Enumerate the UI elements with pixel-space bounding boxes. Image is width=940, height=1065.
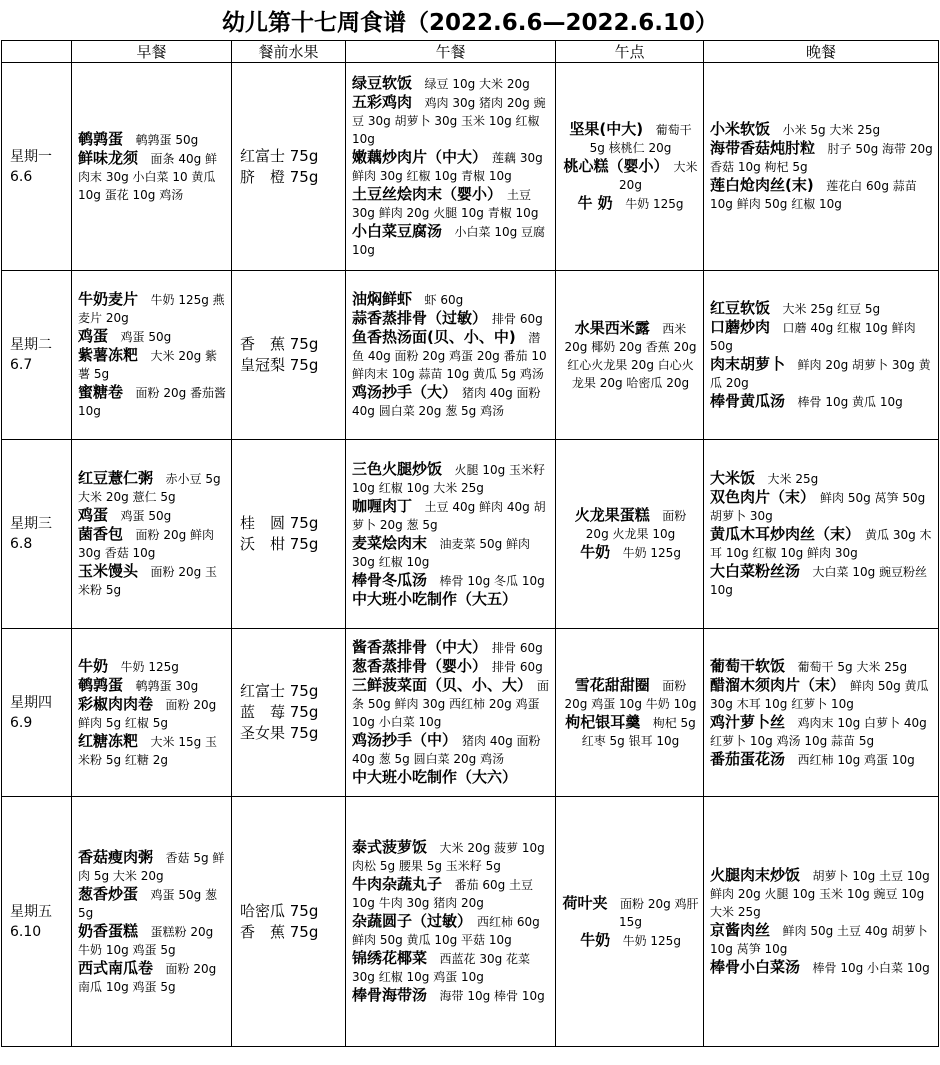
dinner-ingredients: 大米 25g	[767, 472, 819, 486]
breakfast-dish-name: 鹌鹑蛋	[78, 675, 124, 694]
dinner-item	[710, 488, 934, 525]
dinner-ingredients: 小米 5g 大米 25g	[782, 123, 881, 137]
lunch-ingredients: 鸡肉 30g 猪肉 20g 豌豆 30g 胡萝卜 30g 玉米 10g 红椒 10g	[352, 96, 546, 146]
breakfast-dish-name: 红豆薏仁粥	[78, 469, 154, 487]
breakfast-item	[78, 525, 227, 562]
dinner-item	[710, 392, 934, 411]
dinner-dish-name: 大白菜粉丝汤	[710, 562, 801, 580]
lunch-dish-name: 杂蔬圆子（过敏）	[352, 912, 465, 930]
dinner-ingredients: 棒骨 10g 黄瓜 10g	[797, 395, 903, 409]
breakfast-dish-name: 葱香炒蛋	[78, 884, 139, 903]
snack-item	[562, 931, 699, 950]
breakfast-dish-name: 牛奶麦片	[78, 290, 139, 308]
date-label: 6.6	[10, 168, 33, 185]
weekday-label: 星期五	[10, 903, 52, 920]
breakfast-dish-name: 牛奶	[78, 656, 109, 675]
breakfast-item	[78, 469, 227, 506]
lunch-dish-name: 棒骨冬瓜汤	[352, 570, 428, 589]
snack-item	[562, 157, 699, 194]
dinner-dish-name: 葡萄干软饭	[710, 656, 786, 675]
lunch-dish-name: 牛肉杂蔬丸子	[352, 875, 443, 893]
day-row	[2, 63, 939, 271]
lunch-item	[352, 657, 551, 676]
breakfast-item	[78, 676, 227, 695]
snack-cell	[556, 797, 704, 1047]
breakfast-ingredients: 面粉 20g 玉米粉 5g	[78, 565, 218, 597]
lunch-item	[352, 768, 551, 787]
dinner-cell	[704, 63, 939, 271]
dinner-cell	[704, 440, 939, 629]
lunch-ingredients: 排骨 60g	[492, 660, 543, 674]
snack-dish-name: 牛奶	[580, 543, 611, 561]
lunch-ingredients: 油麦菜 50g 鲜肉 30g 红椒 10g	[352, 536, 531, 569]
fruit-item: 皇冠梨 75g	[240, 356, 319, 374]
header-lunch: 午餐	[346, 41, 556, 63]
date-label: 6.9	[10, 714, 33, 731]
lunch-item	[352, 148, 551, 185]
dinner-ingredients: 黄瓜 30g 木耳 10g 红椒 10g 鲜肉 30g	[710, 528, 932, 560]
breakfast-ingredients: 大米 20g 紫薯 5g	[78, 349, 218, 381]
lunch-ingredients: 土豆 40g 鲜肉 40g 胡萝卜 20g 葱 5g	[352, 499, 546, 532]
dinner-item	[710, 176, 934, 213]
snack-dish-name: 牛 奶	[577, 194, 613, 212]
day-cell	[2, 629, 72, 797]
dinner-item	[710, 921, 934, 958]
breakfast-ingredients: 大米 15g 玉米粉 5g 红糖 2g	[78, 734, 218, 767]
dinner-dish-name: 莲白炝肉丝(末)	[710, 176, 814, 194]
lunch-ingredients: 虾 60g	[424, 293, 464, 307]
lunch-ingredients: 猪肉 40g 面粉 40g 葱 5g 圆白菜 20g 鸡汤	[352, 734, 541, 766]
lunch-ingredients: 猪肉 40g 面粉 40g 圆白菜 20g 葱 5g 鸡汤	[352, 386, 541, 418]
lunch-dish-name: 嫩藕炒肉片（中大）	[352, 148, 480, 166]
snack-dish-name: 枸杞银耳羹	[565, 712, 641, 731]
breakfast-ingredients: 鸡蛋 50g 葱 5g	[78, 887, 218, 920]
dinner-item	[710, 676, 934, 713]
lunch-cell	[346, 63, 556, 271]
lunch-item	[352, 838, 551, 875]
breakfast-item	[78, 290, 227, 327]
breakfast-ingredients: 面粉 20g 番茄酱 10g	[78, 386, 227, 418]
header-snack: 午点	[556, 41, 704, 63]
snack-dish-name: 火龙果蛋糕	[574, 506, 650, 524]
lunch-cell	[346, 797, 556, 1047]
breakfast-dish-name: 奶香蛋糕	[78, 921, 139, 940]
lunch-item	[352, 571, 551, 590]
dinner-ingredients: 鲜肉 50g 黄瓜 30g 木耳 10g 红萝卜 10g	[710, 678, 929, 711]
date-label: 6.7	[10, 357, 33, 373]
dinner-dish-name: 大米饭	[710, 469, 756, 487]
breakfast-dish-name: 鸡蛋	[78, 327, 109, 345]
lunch-item	[352, 290, 551, 309]
dinner-cell	[704, 629, 939, 797]
date-label: 6.10	[10, 923, 42, 940]
dinner-item	[710, 866, 934, 921]
breakfast-item	[78, 562, 227, 599]
header-fruit: 餐前水果	[232, 41, 346, 63]
breakfast-item	[78, 695, 227, 732]
lunch-dish-name: 咖喱肉丁	[352, 496, 413, 515]
snack-ingredients: 葡萄干 5g 核桃仁 20g	[589, 123, 692, 155]
dinner-ingredients: 鲜肉 20g 胡萝卜 30g 黄瓜 20g	[710, 358, 931, 390]
lunch-dish-name: 麦菜烩肉末	[352, 533, 428, 552]
lunch-ingredients: 棒骨 10g 冬瓜 10g	[439, 573, 545, 588]
lunch-item	[352, 93, 551, 148]
dinner-dish-name: 火腿肉末炒饭	[710, 866, 801, 884]
snack-cell	[556, 271, 704, 440]
dinner-item	[710, 657, 934, 676]
lunch-item	[352, 638, 551, 657]
day-row	[2, 797, 939, 1047]
dinner-item	[710, 120, 934, 139]
dinner-ingredients: 肘子 50g 海带 20g 香菇 10g 枸杞 5g	[710, 142, 933, 174]
breakfast-dish-name: 紫薯冻粑	[78, 346, 139, 364]
fruit-item: 脐 橙 75g	[240, 167, 319, 186]
breakfast-ingredients: 香菇 5g 鲜肉 5g 大米 20g	[78, 850, 225, 883]
breakfast-item	[78, 149, 227, 204]
lunch-item	[352, 534, 551, 571]
breakfast-dish-name: 西式南瓜卷	[78, 958, 154, 977]
snack-cell	[556, 63, 704, 271]
snack-ingredients: 面粉 20g 火龙果 10g	[585, 509, 687, 541]
breakfast-dish-name: 鹌鹑蛋	[78, 129, 124, 148]
lunch-ingredients: 绿豆 10g 大米 20g	[424, 77, 530, 91]
fruit-item: 香 蕉 75g	[240, 922, 319, 941]
snack-dish-name: 雪花甜甜圈	[574, 675, 650, 694]
lunch-ingredients: 西蓝花 30g 花菜 30g 红椒 10g 鸡蛋 10g	[352, 952, 531, 984]
lunch-item	[352, 185, 551, 222]
snack-item	[562, 543, 699, 562]
weekday-label: 星期三	[10, 516, 52, 532]
snack-ingredients: 面粉 20g 鸡肝 15g	[619, 896, 699, 929]
breakfast-ingredients: 蛋糕粉 20g 牛奶 10g 鸡蛋 5g	[78, 924, 214, 957]
dinner-dish-name: 红豆软饭	[710, 299, 771, 317]
fruit-cell	[232, 629, 346, 797]
lunch-item	[352, 986, 551, 1005]
breakfast-item	[78, 657, 227, 676]
breakfast-cell	[72, 797, 232, 1047]
breakfast-dish-name: 香菇瘦肉粥	[78, 847, 154, 866]
breakfast-cell	[72, 63, 232, 271]
lunch-cell	[346, 629, 556, 797]
lunch-ingredients: 土豆 30g 鲜肉 20g 火腿 10g 青椒 10g	[352, 188, 539, 220]
breakfast-ingredients: 赤小豆 5g 大米 20g 薏仁 5g	[78, 472, 221, 504]
dinner-item	[710, 750, 934, 769]
dinner-dish-name: 双色肉片（末）	[710, 488, 808, 506]
fruit-item: 桂 圆 75g	[240, 514, 319, 532]
lunch-cell	[346, 271, 556, 440]
snack-item	[562, 194, 699, 213]
lunch-ingredients: 莲藕 30g 鲜肉 30g 红椒 10g 青椒 10g	[352, 151, 543, 183]
header-breakfast: 早餐	[72, 41, 232, 63]
lunch-item	[352, 328, 551, 383]
breakfast-dish-name: 菌香包	[78, 525, 124, 543]
breakfast-cell	[72, 440, 232, 629]
lunch-ingredients: 小白菜 10g 豆腐 10g	[352, 225, 546, 257]
breakfast-item	[78, 848, 227, 885]
breakfast-item	[78, 885, 227, 922]
day-row	[2, 440, 939, 629]
menu-table	[1, 40, 939, 1047]
dinner-ingredients: 西红柿 10g 鸡蛋 10g	[797, 752, 915, 767]
breakfast-ingredients: 牛奶 125g	[120, 659, 179, 674]
lunch-ingredients: 火腿 10g 玉米籽 10g 红椒 10g 大米 25g	[352, 462, 546, 495]
breakfast-item	[78, 922, 227, 959]
dinner-dish-name: 小米软饭	[710, 120, 771, 138]
snack-ingredients: 大米 20g	[619, 160, 698, 192]
lunch-item	[352, 590, 551, 609]
breakfast-dish-name: 蜜糖卷	[78, 383, 124, 401]
breakfast-cell	[72, 271, 232, 440]
dinner-dish-name: 肉末胡萝卜	[710, 355, 786, 373]
snack-ingredients: 牛奶 125g	[625, 197, 684, 211]
fruit-item: 蓝 莓 75g	[240, 703, 319, 721]
dinner-ingredients: 鸡肉末 10g 白萝卜 40g 红萝卜 10g 鸡汤 10g 蒜苗 5g	[710, 715, 927, 748]
breakfast-dish-name: 鲜味龙须	[78, 148, 139, 167]
fruit-item: 沃 柑 75g	[240, 535, 319, 553]
day-cell	[2, 797, 72, 1047]
breakfast-ingredients: 鹌鹑蛋 50g	[135, 132, 199, 147]
lunch-item	[352, 383, 551, 420]
snack-dish-name: 桃心糕（婴小）	[563, 157, 661, 175]
fruit-item: 圣女果 75g	[240, 724, 319, 742]
snack-dish-name: 水果西米露	[574, 318, 650, 337]
weekday-label: 星期一	[10, 148, 52, 165]
dinner-ingredients: 口蘑 40g 红椒 10g 鲜肉 50g	[710, 321, 916, 353]
page-title: 幼儿第十七周食谱（2022.6.6—2022.6.10）	[222, 10, 718, 36]
lunch-dish-name: 鸡汤抄手（大）	[352, 383, 450, 401]
breakfast-dish-name: 红糖冻粑	[78, 731, 139, 750]
lunch-item	[352, 74, 551, 93]
snack-ingredients: 枸杞 5g 红枣 5g 银耳 10g	[581, 715, 696, 748]
snack-ingredients: 西米 20g 椰奶 20g 香蕉 20g 红心火龙果 20g 白心火龙果 20g 哈密瓜 20g	[564, 321, 697, 390]
fruit-item: 香 蕉 75g	[240, 335, 319, 353]
day-cell	[2, 440, 72, 629]
lunch-ingredients: 大米 20g 菠萝 10g 肉松 5g 腰果 5g 玉米籽 5g	[352, 841, 545, 873]
header-day	[2, 41, 72, 63]
dinner-item	[710, 139, 934, 176]
lunch-item	[352, 460, 551, 497]
breakfast-ingredients: 鹌鹑蛋 30g	[135, 678, 199, 693]
dinner-ingredients: 胡萝卜 10g 土豆 10g 鲜肉 20g 火腿 10g 玉米 10g 豌豆 10g 大米 25g	[710, 869, 930, 919]
fruit-cell	[232, 271, 346, 440]
lunch-dish-name: 土豆丝烩肉末（婴小）	[352, 185, 495, 203]
snack-item	[562, 120, 699, 157]
lunch-ingredients: 面条 50g 鲜肉 30g 西红柿 20g 鸡蛋 10g 小白菜 10g	[352, 679, 550, 729]
lunch-ingredients: 西红柿 60g 鲜肉 50g 黄瓜 10g 平菇 10g	[352, 915, 540, 947]
dinner-cell	[704, 797, 939, 1047]
dinner-item	[710, 299, 934, 318]
dinner-ingredients: 棒骨 10g 小白菜 10g	[812, 961, 930, 975]
lunch-dish-name: 鸡汤抄手（中）	[352, 731, 450, 749]
day-row	[2, 629, 939, 797]
day-row	[2, 271, 939, 440]
dinner-dish-name: 番茄蛋花汤	[710, 749, 786, 768]
weekday-label: 星期四	[10, 694, 52, 711]
fruit-cell	[232, 797, 346, 1047]
lunch-ingredients: 排骨 60g	[492, 641, 543, 655]
breakfast-cell	[72, 629, 232, 797]
dinner-dish-name: 棒骨黄瓜汤	[710, 392, 786, 410]
day-cell	[2, 271, 72, 440]
breakfast-ingredients: 鸡蛋 50g	[120, 509, 172, 523]
dinner-cell	[704, 271, 939, 440]
lunch-dish-name: 三鲜菠菜面（贝、小、大）	[352, 676, 525, 694]
dinner-dish-name: 口蘑炒肉	[710, 318, 771, 336]
dinner-ingredients: 鲜肉 50g 土豆 40g 胡萝卜 10g 莴笋 10g	[710, 924, 928, 956]
dinner-item	[710, 469, 934, 488]
breakfast-ingredients: 鸡蛋 50g	[120, 330, 172, 344]
lunch-dish-name: 蒜香蒸排骨（过敏）	[352, 309, 480, 327]
dinner-dish-name: 海带香菇炖肘粒	[710, 139, 816, 157]
breakfast-item	[78, 506, 227, 525]
breakfast-item	[78, 346, 227, 383]
breakfast-ingredients: 面条 40g 鲜肉末 30g 小白菜 10 黄瓜 10g 蛋花 10g 鸡汤	[78, 151, 218, 202]
lunch-dish-name: 绿豆软饭	[352, 74, 413, 92]
breakfast-ingredients: 牛奶 125g 燕麦片 20g	[78, 293, 225, 325]
dinner-ingredients: 大米 25g 红豆 5g	[782, 302, 881, 316]
lunch-ingredients: 番茄 60g 土豆 10g 牛肉 30g 猪肉 20g	[352, 878, 534, 910]
lunch-item	[352, 309, 551, 328]
snack-item	[562, 506, 699, 543]
lunch-dish-name: 泰式菠萝饭	[352, 838, 428, 856]
dinner-ingredients: 莲花白 60g 蒜苗 10g 鲜肉 50g 红椒 10g	[710, 179, 917, 211]
lunch-dish-name: 油焖鲜虾	[352, 290, 413, 308]
lunch-ingredients: 排骨 60g	[492, 312, 543, 326]
snack-item	[562, 676, 699, 713]
dinner-dish-name: 黄瓜木耳炒肉丝（末）	[710, 525, 853, 543]
breakfast-dish-name: 彩椒肉肉卷	[78, 694, 154, 713]
dinner-item	[710, 562, 934, 599]
fruit-item: 红富士 75g	[240, 682, 319, 700]
fruit-cell	[232, 63, 346, 271]
date-label: 6.8	[10, 536, 33, 552]
lunch-item	[352, 497, 551, 534]
snack-dish-name: 荷叶夹	[562, 893, 608, 912]
breakfast-item	[78, 732, 227, 769]
lunch-dish-name: 中大班小吃制作（大六）	[352, 768, 518, 786]
lunch-dish-name: 葱香蒸排骨（婴小）	[352, 657, 480, 675]
lunch-dish-name: 五彩鸡肉	[352, 93, 413, 111]
dinner-dish-name: 京酱肉丝	[710, 921, 771, 939]
header-row	[2, 41, 939, 63]
weekday-label: 星期二	[10, 337, 52, 353]
snack-ingredients: 面粉 20g 鸡蛋 10g 牛奶 10g	[564, 678, 697, 711]
dinner-item	[710, 713, 934, 750]
fruit-item: 哈密瓜 75g	[240, 901, 319, 920]
snack-item	[562, 319, 699, 392]
snack-dish-name: 坚果(中大)	[569, 120, 644, 138]
breakfast-item	[78, 383, 227, 420]
lunch-item	[352, 222, 551, 259]
dinner-ingredients: 鲜肉 50g 莴笋 50g 胡萝卜 30g	[710, 491, 926, 523]
dinner-item	[710, 355, 934, 392]
fruit-cell	[232, 440, 346, 629]
dinner-ingredients: 葡萄干 5g 大米 25g	[797, 659, 908, 674]
lunch-dish-name: 三色火腿炒饭	[352, 459, 443, 478]
dinner-dish-name: 棒骨小白菜汤	[710, 958, 801, 976]
breakfast-ingredients: 面粉 20g 南瓜 10g 鸡蛋 5g	[78, 961, 217, 994]
snack-cell	[556, 629, 704, 797]
lunch-ingredients: 潜鱼 40g 面粉 20g 鸡蛋 20g 番茄 10 鲜肉末 10g 蒜苗 10g 黄瓜 5g 鸡汤	[352, 331, 547, 381]
breakfast-item	[78, 959, 227, 996]
dinner-item	[710, 525, 934, 562]
lunch-cell	[346, 440, 556, 629]
lunch-dish-name: 锦绣花椰菜	[352, 949, 428, 967]
lunch-dish-name: 小白菜豆腐汤	[352, 222, 443, 240]
dinner-dish-name: 鸡汁萝卜丝	[710, 712, 786, 731]
snack-dish-name: 牛奶	[580, 930, 611, 949]
dinner-item	[710, 318, 934, 355]
snack-ingredients: 牛奶 125g	[622, 933, 681, 948]
lunch-dish-name: 鱼香热汤面(贝、小、中)	[352, 328, 516, 346]
breakfast-ingredients: 面粉 20g 鲜肉 5g 红椒 5g	[78, 697, 217, 730]
lunch-item	[352, 875, 551, 912]
lunch-dish-name: 棒骨海带汤	[352, 986, 428, 1004]
lunch-item	[352, 912, 551, 949]
breakfast-item	[78, 130, 227, 149]
day-cell	[2, 63, 72, 271]
header-dinner: 晚餐	[704, 41, 939, 63]
fruit-item: 红富士 75g	[240, 146, 319, 165]
lunch-item	[352, 676, 551, 731]
breakfast-dish-name: 玉米馒头	[78, 562, 139, 580]
snack-item	[562, 713, 699, 750]
dinner-item	[710, 958, 934, 977]
lunch-ingredients: 海带 10g 棒骨 10g	[439, 989, 545, 1003]
breakfast-item	[78, 327, 227, 346]
lunch-dish-name: 酱香蒸排骨（中大）	[352, 638, 480, 656]
dinner-dish-name: 醋溜木须肉片（末）	[710, 675, 838, 694]
lunch-item	[352, 949, 551, 986]
snack-cell	[556, 440, 704, 629]
snack-ingredients: 牛奶 125g	[622, 546, 681, 560]
lunch-dish-name: 中大班小吃制作（大五）	[352, 589, 518, 608]
snack-item	[562, 894, 699, 931]
lunch-item	[352, 731, 551, 768]
dinner-ingredients: 大白菜 10g 豌豆粉丝 10g	[710, 565, 928, 597]
breakfast-ingredients: 面粉 20g 鲜肉 30g 香菇 10g	[78, 528, 215, 560]
breakfast-dish-name: 鸡蛋	[78, 506, 109, 524]
